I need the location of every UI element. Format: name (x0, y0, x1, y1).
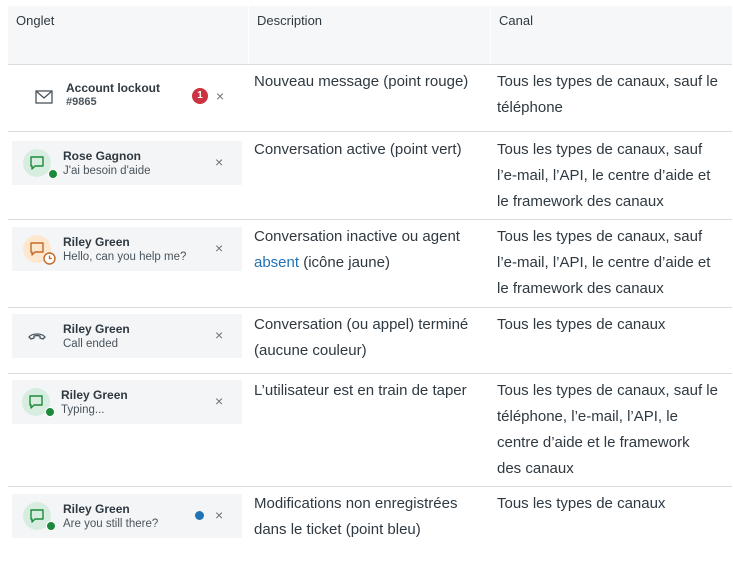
header-divider (248, 6, 249, 64)
tab-title: Account lockout (66, 81, 161, 95)
tab-subtitle: Call ended (63, 338, 118, 350)
clock-icon (43, 252, 56, 265)
row-divider (8, 219, 732, 220)
close-icon[interactable]: × (215, 507, 224, 523)
description-cell: Conversation active (point vert) (254, 141, 462, 158)
tab-subtitle: Typing... (61, 404, 105, 416)
envelope-icon (30, 83, 58, 111)
tab-subtitle: J'ai besoin d'aide (63, 165, 151, 177)
header-onglet: Onglet (16, 13, 55, 28)
chat-icon (23, 149, 51, 177)
row-divider (8, 64, 732, 65)
header-divider (490, 6, 491, 64)
row-divider (8, 131, 732, 132)
tab-title: Rose Gagnon (63, 149, 142, 163)
header-description: Description (257, 13, 323, 28)
description-cell: Modifications non enregistrées dans le ticket (point bleu) (254, 495, 458, 538)
tab-new-message[interactable] (12, 75, 242, 119)
close-icon[interactable]: × (215, 393, 224, 409)
tab-title: Riley Green (61, 388, 128, 402)
row-divider (8, 486, 732, 487)
active-status-dot (46, 521, 56, 531)
close-icon[interactable]: × (216, 88, 225, 104)
absent-link[interactable]: absent (254, 254, 300, 271)
canal-cell: Tous les types de canaux, sauf le téléphone, l’e-mail, l’API, le centre d’aide et le framework des canaux (497, 382, 718, 477)
tab-title: Riley Green (63, 502, 130, 516)
close-icon[interactable]: × (215, 327, 224, 343)
tab-title: Riley Green (63, 322, 130, 336)
description-cell: Conversation inactive ou agent absent (icône jaune) (254, 228, 460, 271)
header-canal: Canal (499, 13, 533, 28)
tab-title: Riley Green (63, 235, 130, 249)
description-cell: Nouveau message (point rouge) (254, 73, 469, 90)
close-icon[interactable]: × (215, 240, 224, 256)
tab-unsaved-changes[interactable] (12, 494, 242, 538)
phone-icon (23, 322, 51, 350)
tab-subtitle: Hello, can you help me? (63, 251, 187, 263)
active-status-dot (45, 407, 55, 417)
canal-cell: Tous les types de canaux, sauf le téléphone (497, 73, 718, 116)
canal-cell: Tous les types de canaux (497, 495, 666, 512)
close-icon[interactable]: × (215, 154, 224, 170)
tab-call-ended[interactable] (12, 314, 242, 358)
unsaved-dot (195, 511, 204, 520)
row-divider (8, 373, 732, 374)
row-divider (8, 307, 732, 308)
canal-cell: Tous les types de canaux (497, 316, 666, 333)
description-cell: L’utilisateur est en train de taper (254, 382, 467, 399)
tab-active-conversation[interactable] (12, 141, 242, 185)
active-status-dot (48, 169, 58, 179)
tab-ticket-id: #9865 (66, 96, 97, 108)
tab-inactive-conversation[interactable] (12, 227, 242, 271)
description-cell: Conversation (ou appel) terminé (aucune couleur) (254, 316, 469, 359)
unread-badge: 1 (192, 88, 208, 104)
tab-subtitle: Are you still there? (63, 518, 159, 530)
tab-typing[interactable] (12, 380, 242, 424)
canal-cell: Tous les types de canaux, sauf l’e-mail, l’API, le centre d’aide et le framework des canaux (497, 141, 711, 210)
table-header (8, 6, 732, 64)
canal-cell: Tous les types de canaux, sauf l’e-mail, l’API, le centre d’aide et le framework des canaux (497, 228, 711, 297)
